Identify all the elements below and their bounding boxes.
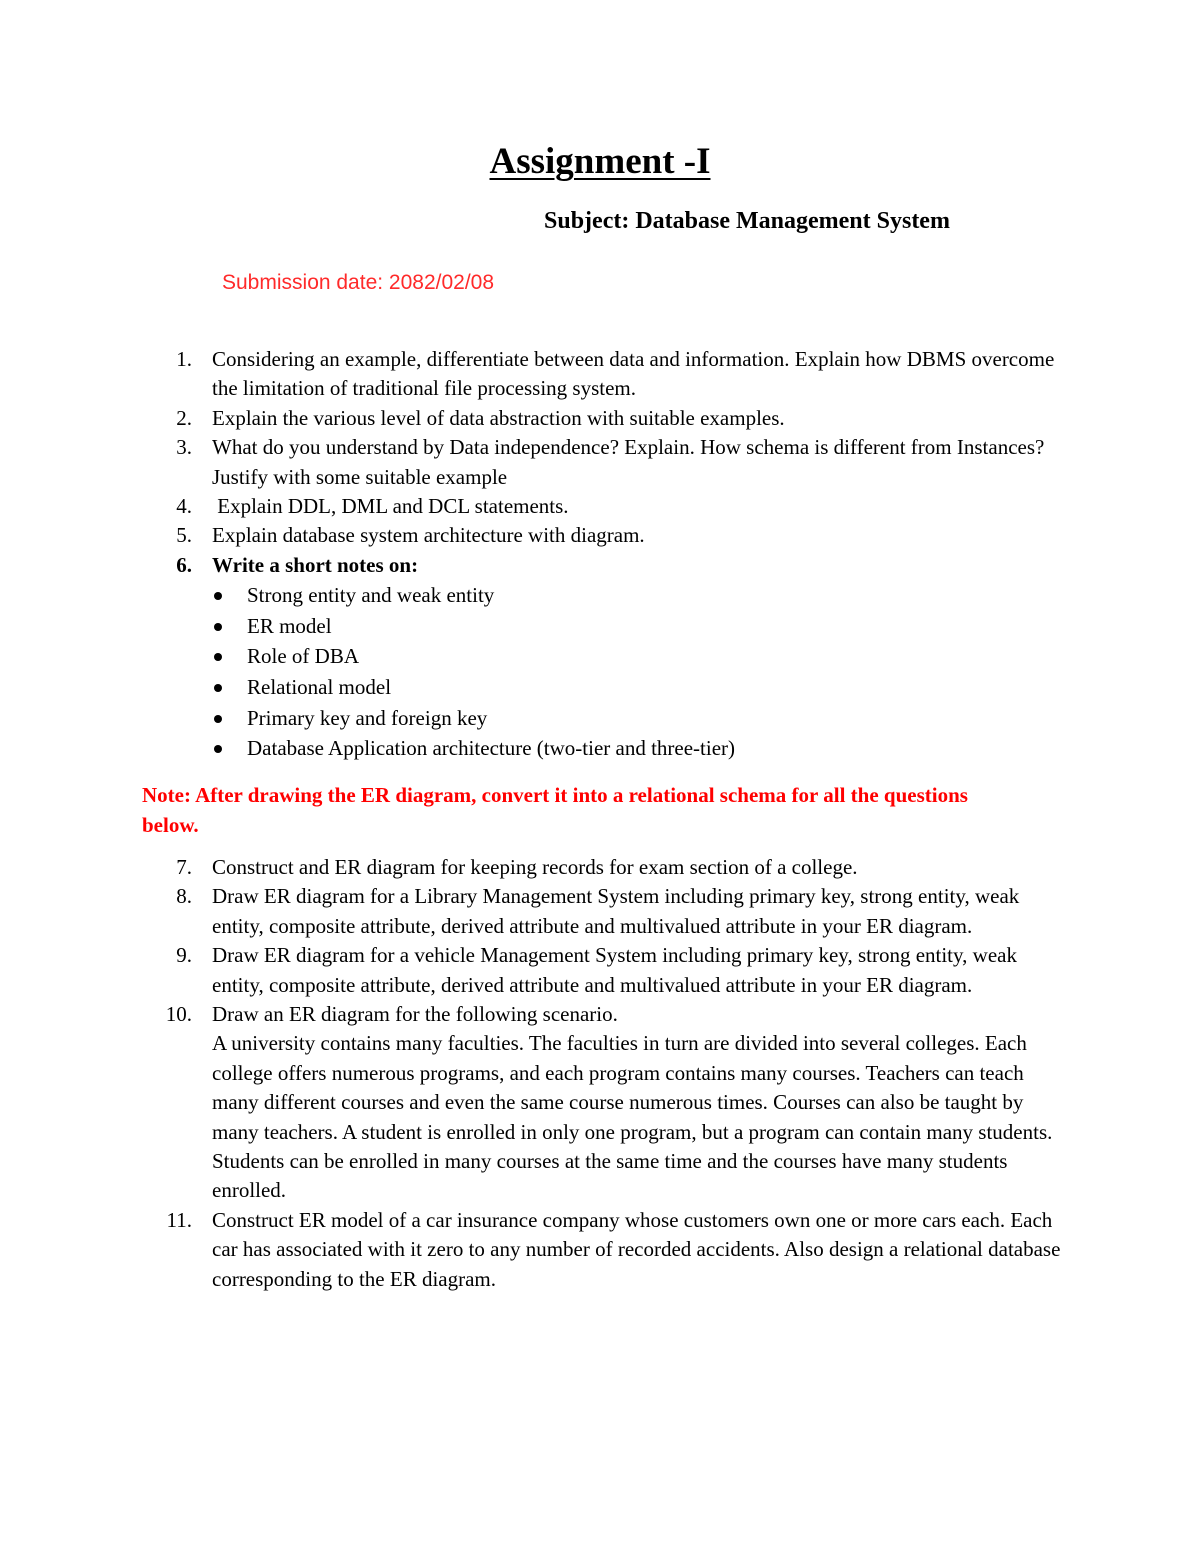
question-list-part1 xyxy=(0,345,1200,764)
question-text: Explain the various level of data abstraction with suitable examples. xyxy=(212,405,785,430)
bullet-icon xyxy=(214,684,222,692)
question-text: Draw ER diagram for a vehicle Management System including primary key, strong entity, weak entity, composite attribute, derived attribute and multivalued attribute in your ER diagram. xyxy=(212,943,1017,997)
question-item: 7. Construct and ER diagram for keeping records for exam section of a college. xyxy=(0,853,1200,882)
question-item: 2. Explain the various level of data abstraction with suitable examples. xyxy=(0,404,1200,433)
question-text: Draw ER diagram for a Library Management System including primary key, strong entity, weak entity, composite attribute, derived attribute and multivalued attribute in your ER diagram. xyxy=(212,884,1020,938)
list-item: ER model xyxy=(0,611,1200,642)
question-text: Considering an example, differentiate between data and information. Explain how DBMS overcome the limitation of traditional file processing system. xyxy=(212,347,1055,401)
list-item: Primary key and foreign key xyxy=(0,703,1200,734)
question-text: Construct and ER diagram for keeping records for exam section of a college. xyxy=(212,855,858,879)
subject-line: Subject: Database Management System xyxy=(544,208,950,234)
bullet-icon xyxy=(214,715,222,723)
short-notes-list xyxy=(0,580,1200,764)
bullet-icon xyxy=(214,592,222,600)
question-item: 5. Explain database system architecture with diagram. xyxy=(0,521,1200,550)
bullet-icon xyxy=(214,745,222,753)
submission-date: Submission date: 2082/02/08 xyxy=(222,271,495,294)
question-text: Draw an ER diagram for the following scenario. xyxy=(212,1002,618,1027)
question-list-part2 xyxy=(0,853,1200,1294)
question-item: 3. What do you understand by Data independence? Explain. How schema is different from Instances? Justify with some suitable example xyxy=(0,433,1200,492)
question-item: 4. Explain DDL, DML and DCL statements. xyxy=(0,492,1200,521)
bullet-icon xyxy=(214,623,222,631)
question-text: What do you understand by Data independence? Explain. How schema is different from Instances? Justify with some suitable example xyxy=(212,435,1045,489)
question-item: 9. Draw ER diagram for a vehicle Management System including primary key, strong entity, weak entity, composite attribute, derived attribute and multivalued attribute in your ER diagram. xyxy=(0,941,1200,1000)
list-item: Role of DBA xyxy=(0,641,1200,672)
note-text: Note: After drawing the ER diagram, convert it into a relational schema for all the questions below. xyxy=(142,783,968,837)
list-item: Relational model xyxy=(0,672,1200,703)
question-text: Explain DDL, DML and DCL statements. xyxy=(212,494,569,519)
question-item: 10. Draw an ER diagram for the following scenario. A university contains many faculties. The faculties in turn are divided into several colleges. Each college offers numerous programs, and each program contains many courses. Teachers can teach many different courses and even the same course numerous times. Courses can also be taught by many teachers. A student is enrolled in only one program, but a program can contain many students. Students can be enrolled in many courses at the same time and the courses have many students enrolled. xyxy=(0,1000,1200,1206)
page-title: Assignment -I xyxy=(489,141,711,182)
list-item: Strong entity and weak entity xyxy=(0,580,1200,611)
question-item: 6. Write a short notes on: xyxy=(0,551,1200,580)
question-item: 1. Considering an example, differentiate between data and information. Explain how DBMS overcome the limitation of traditional file processing system. xyxy=(0,345,1200,404)
question-text: Write a short notes on: xyxy=(212,552,419,577)
question-text: Construct ER model of a car insurance company whose customers own one or more cars each. Each car has associated with it zero to any number of recorded accidents. Also design a relational database corresponding to the ER diagram. xyxy=(212,1207,1061,1291)
question-item: 11. Construct ER model of a car insurance company whose customers own one or more cars each. Each car has associated with it zero to any number of recorded accidents. Also design a relational database corresponding to the ER diagram. xyxy=(0,1206,1200,1294)
question-item: 8. Draw ER diagram for a Library Management System including primary key, strong entity, weak entity, composite attribute, derived attribute and multivalued attribute in your ER diagram. xyxy=(0,882,1200,941)
scenario-text: A university contains many faculties. The faculties in turn are divided into several colleges. Each college offers numerous programs, and each program contains many courses. Teachers can teach many different courses and even the same course numerous times. Courses can also be taught by many teachers. A student is enrolled in only one program, but a program can contain many students. Students can be enrolled in many courses at the same time and the courses have many students enrolled. xyxy=(212,1031,1053,1203)
bullet-icon xyxy=(214,653,222,661)
question-text: Explain database system architecture with diagram. xyxy=(212,523,645,548)
list-item: Database Application architecture (two-tier and three-tier) xyxy=(0,733,1200,764)
